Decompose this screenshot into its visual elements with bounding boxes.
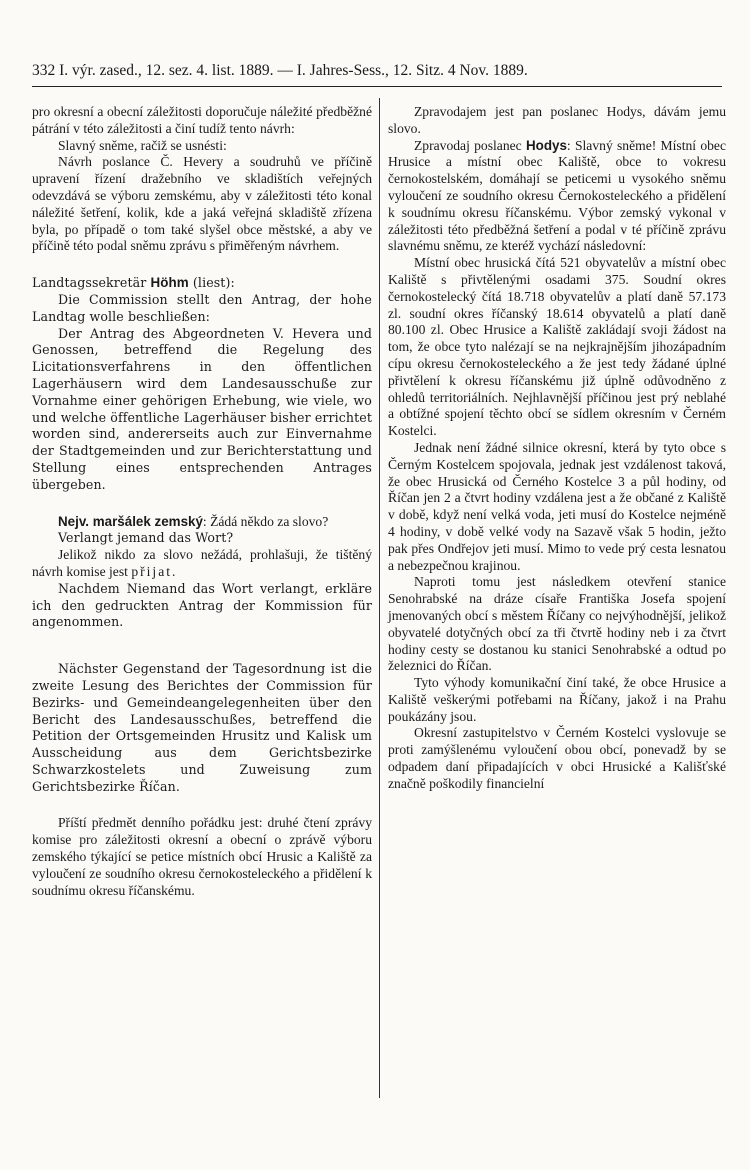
- left-paragraph-10: Nachdem Niemand das Wort verlangt, erkläre ich den gedruckten Antrag der Kommission für angenommen.: [32, 580, 372, 630]
- column-divider: [379, 98, 380, 1098]
- right-paragraph-3: Místní obec hrusická čítá 521 obyvatelův a místní obec Kaliště s přivtělenými osadami 375. Soudní okres černokostelecký čítá 18.718 obyvatelův a platí daně 57.173 zl. soudní okres říčanský 18.614 obyvatelů a platí daně 80.100 zl. Obec Hrusice a Kaliště zakládají svoji žádost na tom, že obce tyto nalézají se na nejkrajnějším jihozápadním cípu okresu černokosteleckého a že jest tedy žádané úplné přivtělení k okresu říčanskému již úplně odůvodněno z ohledů territoriálních. Nejhlavnější příčinou jest prý neblahé a obtížné spojení těchto obcí se sídlem okresním v Černém Kostelci.: [388, 255, 726, 439]
- page-header: 332 I. výr. zased., 12. sez. 4. list. 1889. — I. Jahres-Sess., 12. Sitz. 4 Nov. 1889.: [32, 62, 528, 79]
- left-column: [32, 104, 372, 899]
- left-paragraph-3: Návrh poslance Č. Hevery a soudruhů ve příčině upravení řízení dražebního ve skladištích veřejných odevzdává se výboru zemskému, aby v záležitosti této konal náležité šetření, kolik, kde a jaká veřejná skladiště zřízena byla, po případě o tom také slyšel obce městské, a aby ve příčině této podal sněmu zprávu s přiměřeným návrhem.: [32, 154, 372, 254]
- left-paragraph-2: Slavný sněme, račiž se usnésti:: [58, 137, 227, 153]
- speaker-name-marsalek: Nejv. maršálek zemský: [58, 513, 203, 529]
- left-paragraph-1: pro okresní a obecní záležitosti doporučuje náležité předběžné pátrání v této záležitosti a činí tudíž tento návrh:: [32, 104, 372, 136]
- right-column: [388, 104, 726, 793]
- right-paragraph-6: Tyto výhody komunikační činí také, že obce Hrusice a Kaliště veškerými potřebami na Říčany, jakož i na Prahu poukázány jsou.: [388, 675, 726, 724]
- right-paragraph-2: Zpravodaj poslanec Hodys: Slavný sněme! Místní obec Hrusice a místní obec Kaliště, obce to vokresu černokostelském, domáhají se peticemi u vysokého sněmu vyloučení ze soudního okresu Černokosteleckého a přidělení k soudnímu okresu říčanskému. Výbor zemský vykonal v záležitosti této předběžná šetření a podal v té příčině zprávu slavnému sněmu, ze kteréž vychází následovní:: [388, 137, 726, 254]
- left-paragraph-6: Der Antrag des Abgeordneten V. Hevera und Genossen, betreffend die Regelung des Licitationsverfahrens in den öffentlichen Lagerhäusern wird dem Landesausschuße zur Vornahme einer gehörigen Erhebung, wie viele, wo und welche öffentliche Lagerhäuser bisher errichtet worden sind, andererseits auch zur Einvernahme der Stadtgemeinden und zur Berichterstattung und Stellung eines entsprechenden Antrages übergeben.: [32, 325, 372, 492]
- speaker-note: (liest):: [192, 275, 235, 291]
- left-paragraph-11: Nächster Gegenstand der Tagesordnung ist die zweite Lesung des Berichtes der Commission für Bezirks- und Gemeindeangelegenheiten über den Bericht des Landesausschußes, betreffend die Petition der Ortsgemeinden Hrusitz und Kalisk um Ausscheidung aus dem Gerichtsbezirke Schwarzkostelets und Zuweisung zum Gerichtsbezirke Říčan.: [32, 661, 372, 794]
- right-paragraph-7: Okresní zastupitelstvo v Černém Kostelci vyslovuje se proti zamýšlenému vyloučení obou obcí, ponevadž by se odpadem daní připadajících v obci Hrusické a Kališťské značně poškodily financielní: [388, 725, 726, 791]
- right-paragraph-5: Naproti tomu jest následkem otevření stanice Senohrabské na dráze císaře Františka Josefa spojení jmenovaných obcí s městem Říčany co nejvýhodnější, jelikož obyvatelé dotyčných obcí za tři čtvrtě hodiny neb i za čtvrt hodiny cesty se dostanou ku stanici Senohrabské a odtud po železnici do Říčan.: [388, 574, 726, 674]
- left-paragraph-7: Nejv. maršálek zemský: Žádá někdo za slovo?: [58, 513, 329, 529]
- left-paragraph-9: Jelikož nikdo za slovo nežádá, prohlašuji, že tištěný návrh komise jest přijat.: [32, 547, 372, 579]
- left-paragraph-5: Die Commission stellt den Antrag, der hohe Landtag wolle beschließen:: [32, 291, 372, 324]
- speaker-name-hodys: Hodys: [525, 137, 567, 153]
- right-paragraph-4: Jednak není žádné silnice okresní, která by tyto obce s Černým Kostelcem spojovala, jednak jest vzdálenost taková, že obec Hrusická od Černého Kostelce 3 a půl hodiny, od Říčan jen 2 a čtvrt hodiny vzdálena jest a že občané z Kaliště v době, když není velká voda, jeti musí do Kostelce nejméně 4 hodiny, v době velké vody na Sazavě však 5 hodin, ježto pak přes Ondřejov jeti musí. Mimo to vede prý cesta lesnatou a nebezpečnou krajinou.: [388, 439, 726, 573]
- accepted-word: přijat.: [131, 563, 178, 579]
- right-paragraph-1: Zpravodajem jest pan poslanec Hodys, dávám jemu slovo.: [388, 104, 726, 136]
- speaker-role: Landtagssekretär: [32, 275, 147, 291]
- header-rule: [32, 86, 722, 87]
- left-paragraph-4: [32, 275, 372, 292]
- left-paragraph-12: Příští předmět denního pořádku jest: druhé čtení zprávy komise pro záležitosti okresní a obecní o zprávě výboru zemského týkající se petice místních obcí Hrusic a Kaliště za vyloučení ze soudního okresu černokosteleckého a přidělení k soudnímu okresu říčanskému.: [32, 815, 372, 898]
- speaker-name-hohm: Höhm: [150, 275, 189, 291]
- left-paragraph-8: Verlangt jemand das Wort?: [58, 530, 234, 546]
